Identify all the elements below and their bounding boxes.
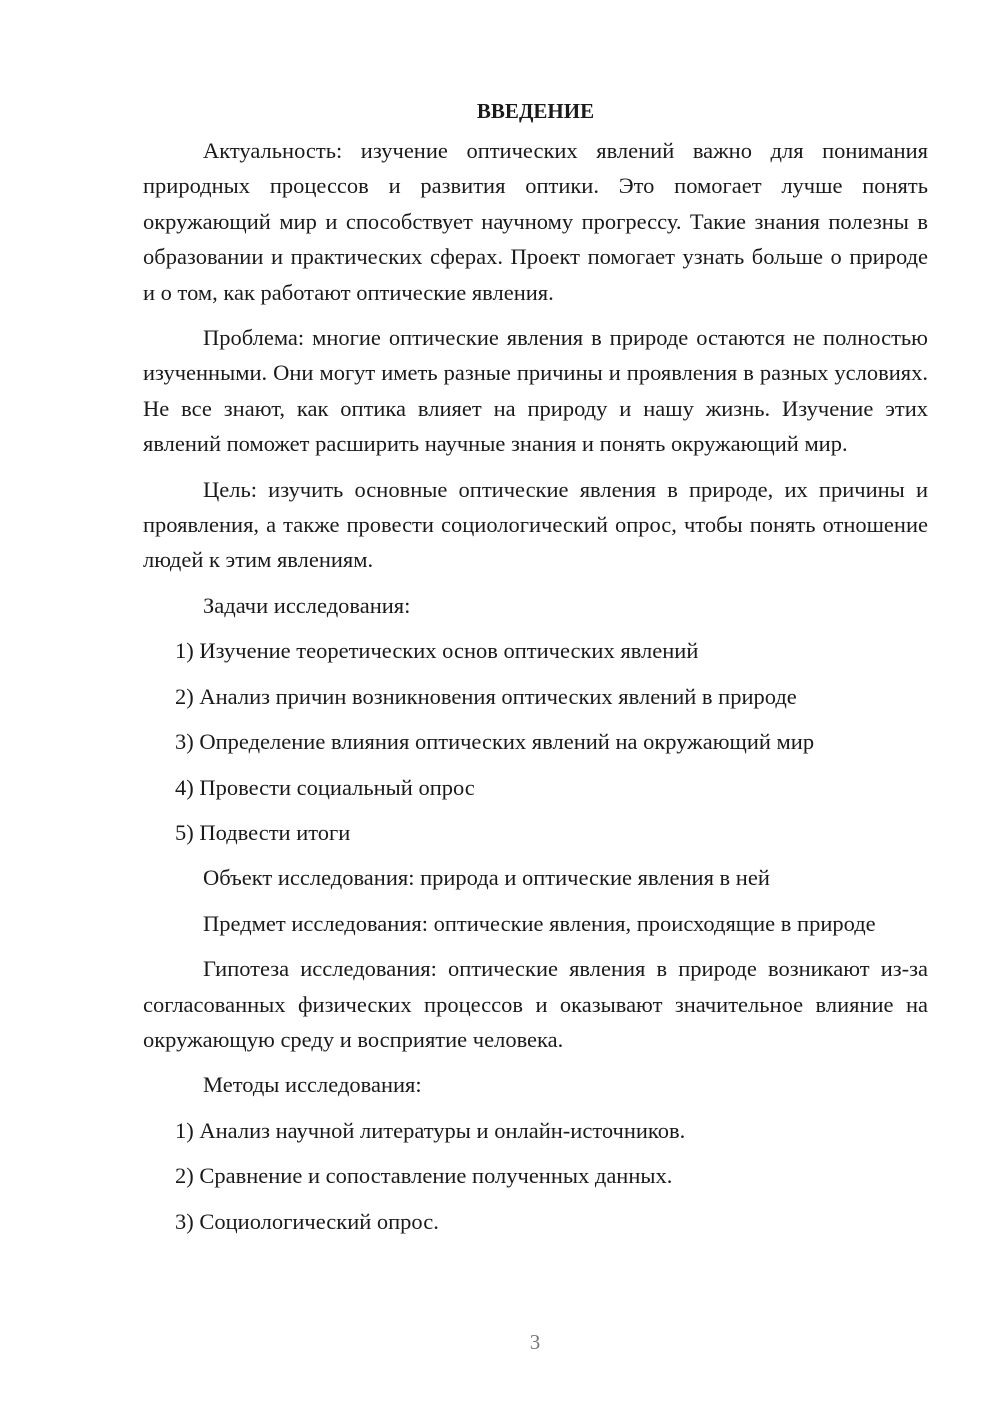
method-item: 1) Анализ научной литературы и онлайн-источников.: [175, 1117, 686, 1143]
task-item: 4) Провести социальный опрос: [175, 774, 475, 800]
section-title: ВВЕДЕНИЕ: [476, 99, 595, 123]
method-item: 2) Сравнение и сопоставление полученных данных.: [175, 1163, 673, 1189]
tasks-heading: Задачи исследования:: [203, 592, 411, 618]
subject-paragraph: Предмет исследования: оптические явления, происходящие в природе: [203, 910, 876, 936]
task-item: 1) Изучение теоретических основ оптических явлений: [175, 638, 699, 664]
task-item: 3) Определение влияния оптических явлений на окружающий мир: [175, 729, 815, 755]
goal-paragraph: Цель: изучить основные оптические явления в природе, их причины и проявления, а также провести социологический опрос, чтобы понять отношение людей к этим явлениям.: [143, 476, 928, 573]
hypothesis-paragraph: Гипотеза исследования: оптические явления в природе возникают из-за согласованных физических процессов и оказывают значительное влияние на окружающую среду и восприятие человека.: [143, 956, 928, 1052]
page-content: [143, 93, 928, 1239]
tasks-list: [143, 633, 928, 850]
method-item: 3) Социологический опрос.: [175, 1208, 439, 1234]
methods-heading: Методы исследования:: [203, 1072, 422, 1098]
problem-paragraph: Проблема: многие оптические явления в природе остаются не полностью изученными. Они могут иметь разные причины и проявления в разных условиях. Не все знают, как оптика влияет на природу и нашу жизнь. Изучение этих явлений поможет расширить научные знания и понять окружающий мир.: [143, 325, 928, 457]
task-item: 2) Анализ причин возникновения оптических явлений в природе: [175, 683, 797, 709]
methods-list: [143, 1113, 928, 1239]
relevance-paragraph: Актуальность: изучение оптических явлений важно для понимания природных процессов и развития оптики. Это помогает лучше понять окружающий мир и способствует научному прогрессу. Такие знания полезны в образовании и практических сферах. Проект помогает узнать больше о природе и о том, как работают оптические явления.: [143, 138, 928, 305]
page-number: 3: [529, 1330, 541, 1354]
object-paragraph: Объект исследования: природа и оптические явления в ней: [203, 865, 770, 891]
task-item: 5) Подвести итоги: [175, 819, 351, 845]
